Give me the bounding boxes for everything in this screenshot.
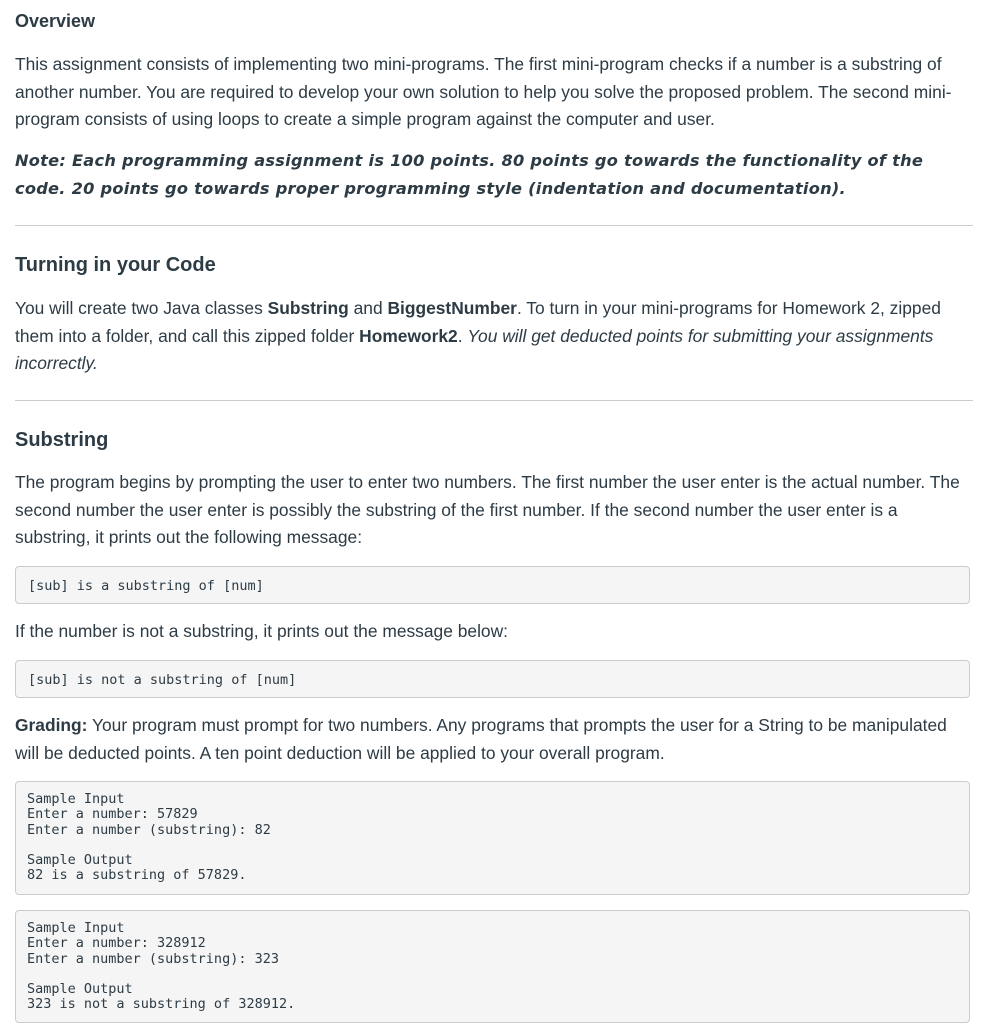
turning-in-paragraph: You will create two Java classes Substring and BiggestNumber. To turn in your mini-programs for Homework 2, zipped them into a folder, and call this zipped folder Homework2. You will get deducted points for submitting your assignments incorrectly. [15,298,941,373]
grading-note: Note: Each programming assignment is 100 points. 80 points go towards the functionality of the code. 20 points go towards proper programming style (indentation and documentation). [15,151,924,198]
divider [15,225,973,226]
substring-paragraph: The program begins by prompting the user to enter two numbers. The first number the user enter is the actual number. The second number the user enter is possibly the substring of the first number. If the second number the user enter is a substring, it prints out the following message: [15,472,960,547]
substring-heading: Substring [15,429,109,451]
class-name-biggest-number: BiggestNumber [387,298,517,318]
sample-io-block: Sample Input Enter a number: 328912 Enter a number (substring): 323 Sample Output 323 is not a substring of 328912. [15,910,970,1023]
grading-paragraph: Grading: Your program must prompt for two numbers. Any programs that prompts the user for a String to be manipulated will be deducted points. A ten point deduction will be applied to your overall program. [15,715,947,763]
turning-in-heading: Turning in your Code [15,254,216,276]
folder-name: Homework2 [359,325,458,346]
sample-io-block: Sample Input Enter a number: 57829 Enter a number (substring): 82 Sample Output 82 is a substring of 57829. [15,781,970,895]
overview-paragraph: This assignment consists of implementing two mini-programs. The first mini-program checks if a number is a substring of another number. You are required to develop your own solution to help you solve the proposed problem. The second mini-program consists of using loops to create a simple program against the computer and user. [15,54,952,129]
class-name-substring: Substring [267,298,349,318]
not-found-intro: If the number is not a substring, it prints out the message below: [15,621,508,641]
overview-heading: Overview [15,11,96,31]
found-message-code: [sub] is a substring of [num] [15,566,970,604]
grading-label: Grading: [15,715,88,735]
submission-warning: You will get deducted points for submitting your assignments incorrectly. [15,325,934,373]
divider [15,400,973,401]
not-found-message-code: [sub] is not a substring of [num] [15,660,970,698]
